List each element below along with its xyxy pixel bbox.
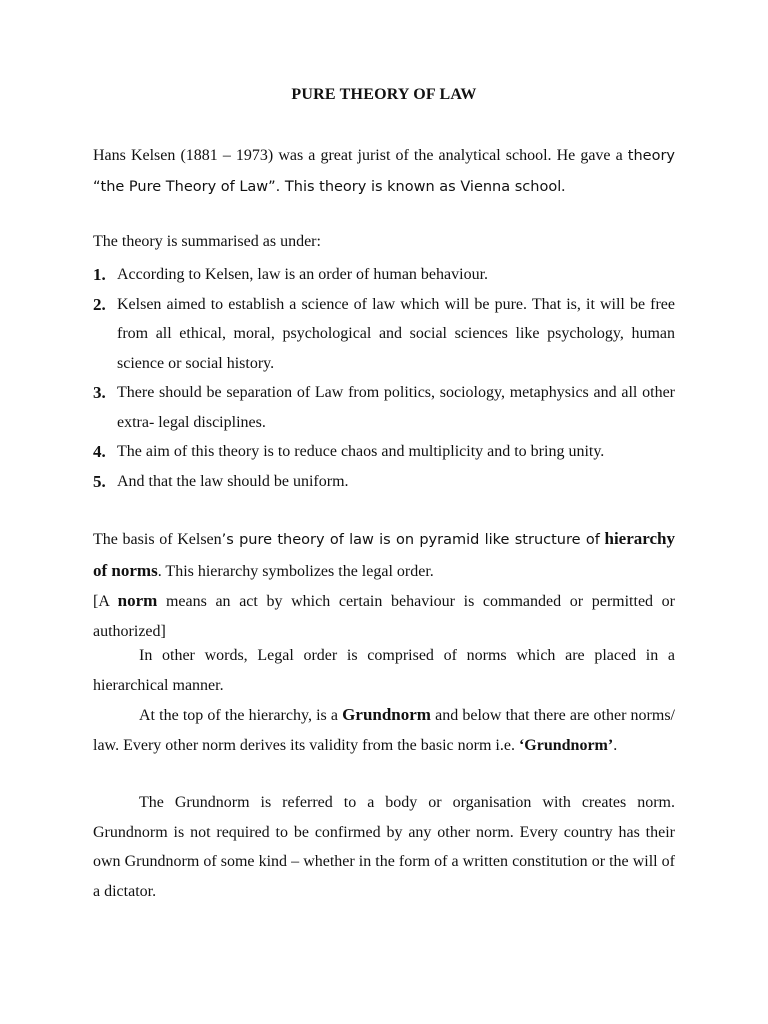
basis-text-2: ’s pure theory of law is on pyramid like structure of <box>221 532 600 548</box>
list-item <box>93 467 675 497</box>
norm-term: norm <box>117 591 158 610</box>
list-item-text: Kelsen aimed to establish a science of law which will be pure. That is, it will be free from all ethical, moral, psychological and social sciences like psychology, human science or social history. <box>117 295 675 372</box>
document-title: PURE THEORY OF LAW <box>291 86 477 103</box>
grundnorm-paragraph: The Grundnorm is referred to a body or organisation with creates norm. Grundnorm is not required to be confirmed by any other norm. Every country has their own Grundnorm of some kind – whether in the form of a written constitution or the will of a dictator. <box>93 794 675 900</box>
legal-order-paragraph: In other words, Legal order is comprised of norms which are placed in a hierarchical manner. <box>93 647 675 694</box>
intro-text-2: theory “the Pure Theory of Law”. This theory is known as Vienna school <box>93 148 675 195</box>
list-item-number: 4. <box>93 442 106 461</box>
list-item-number: 1. <box>93 265 106 284</box>
top-text-3: and below that there are other norms/ law. Every other norm derives its validity from the basic norm i.e. <box>93 707 675 754</box>
list-item <box>93 260 675 290</box>
list-item-text: According to Kelsen, law is an order of human behaviour. <box>117 266 489 283</box>
hierarchy-top-paragraph <box>93 700 675 760</box>
top-text-1: At the top of the hierarchy, is a <box>139 707 343 724</box>
basis-text-5: [A <box>93 593 118 610</box>
list-item-text: The aim of this theory is to reduce chaos and multiplicity and to bring unity. <box>117 443 605 460</box>
intro-text-1: Hans Kelsen (1881 – 1973) was a great jurist of the analytical school. He gave a <box>93 147 628 164</box>
basis-text-4: . This hierarchy symbolizes the legal order. <box>157 562 434 580</box>
basis-paragraph <box>93 524 675 646</box>
intro-paragraph <box>93 141 675 202</box>
intro-text-3: . <box>561 177 566 195</box>
basis-text-7: means an act by which certain behaviour is commanded or permitted or authorized] <box>93 593 676 640</box>
list-item-number: 3. <box>93 383 106 402</box>
list-item-number: 2. <box>93 294 106 314</box>
top-text-5: . <box>613 736 618 754</box>
grundnorm-term: Grundnorm <box>342 705 431 724</box>
list-item-text: There should be separation of Law from politics, sociology, metaphysics and all other extra- legal disciplines. <box>117 384 675 431</box>
list-item <box>93 437 675 467</box>
list-item-text: And that the law should be uniform. <box>117 472 349 490</box>
grundnorm-quoted-term: ‘Grundnorm’ <box>518 736 614 754</box>
basis-text-1: The basis of Kelsen <box>93 531 222 548</box>
summary-heading: The theory is summarised as under: <box>93 233 321 250</box>
summary-list <box>93 260 675 496</box>
hierarchy-of-norms-term: hierarchy of norms <box>93 529 675 580</box>
list-item-number: 5. <box>93 471 106 491</box>
list-item <box>93 378 675 437</box>
list-item <box>93 290 675 379</box>
